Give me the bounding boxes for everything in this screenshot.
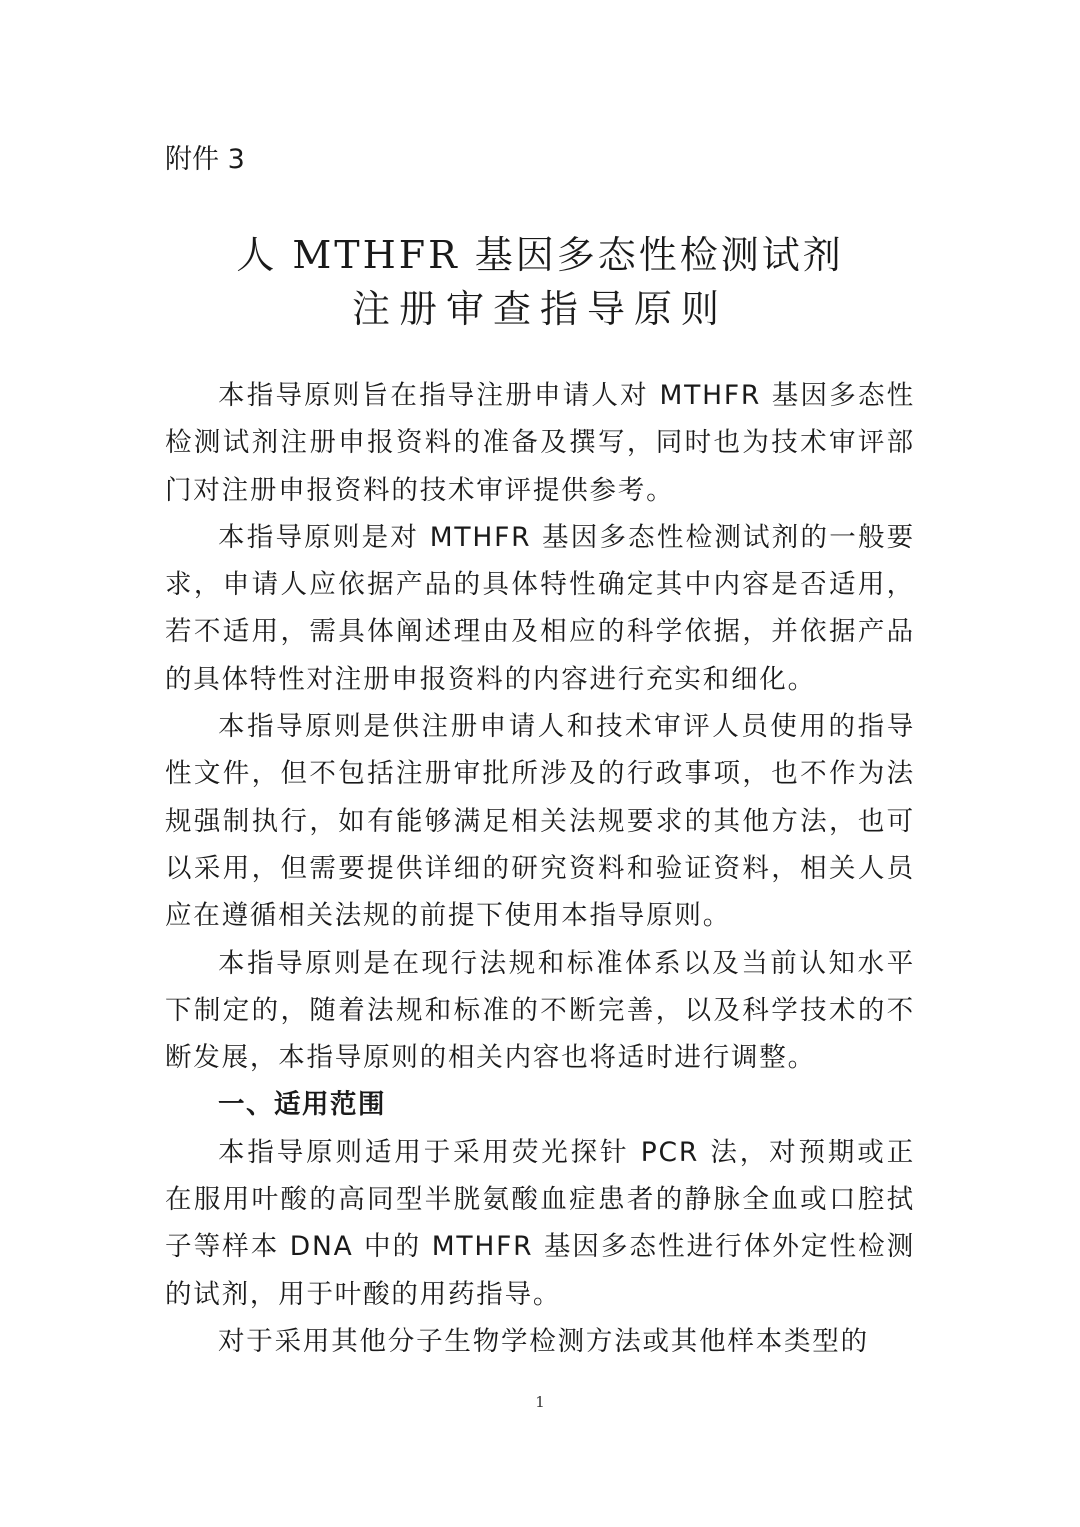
paragraph: 本指导原则是对 MTHFR 基因多态性检测试剂的一般要求，申请人应依据产品的具体特性确定其中内容是否适用，若不适用，需具体阐述理由及相应的科学依据，并依据产品的具体特性对注册申报资料的内容进行充实和细化。 — [165, 521, 915, 695]
paragraph: 本指导原则是在现行法规和标准体系以及当前认知水平下制定的，随着法规和标准的不断完善，以及科学技术的不断发展，本指导原则的相关内容也将适时进行调整。 — [165, 947, 915, 1074]
title-line-1: 人 MTHFR 基因多态性检测试剂 — [236, 233, 844, 277]
page-number: 1 — [535, 1393, 545, 1411]
paragraph: 本指导原则适用于采用荧光探针 PCR 法，对预期或正在服用叶酸的高同型半胱氨酸血症患者的静脉全血或口腔拭子等样本 DNA 中的 MTHFR 基因多态性进行体外定性检测的试剂，用于叶酸的用药指导。 — [165, 1136, 915, 1310]
paragraph: 本指导原则是供注册申请人和技术审评人员使用的指导性文件，但不包括注册审批所涉及的行政事项，也不作为法规强制执行，如有能够满足相关法规要求的其他方法，也可以采用，但需要提供详细的研究资料和验证资料，相关人员应在遵循相关法规的前提下使用本指导原则。 — [165, 711, 915, 932]
document-title — [0, 228, 1080, 336]
title-line-2: 注册审查指导原则 — [351, 287, 728, 331]
paragraph: 本指导原则旨在指导注册申请人对 MTHFR 基因多态性检测试剂注册申报资料的准备及撰写，同时也为技术审评部门对注册申报资料的技术审评提供参考。 — [165, 380, 915, 506]
paragraph: 对于采用其他分子生物学检测方法或其他样本类型的 — [218, 1325, 869, 1357]
document-body — [165, 372, 915, 1365]
attachment-label: 附件 3 — [165, 144, 245, 175]
section-heading-scope: 一、适用范围 — [218, 1089, 386, 1121]
